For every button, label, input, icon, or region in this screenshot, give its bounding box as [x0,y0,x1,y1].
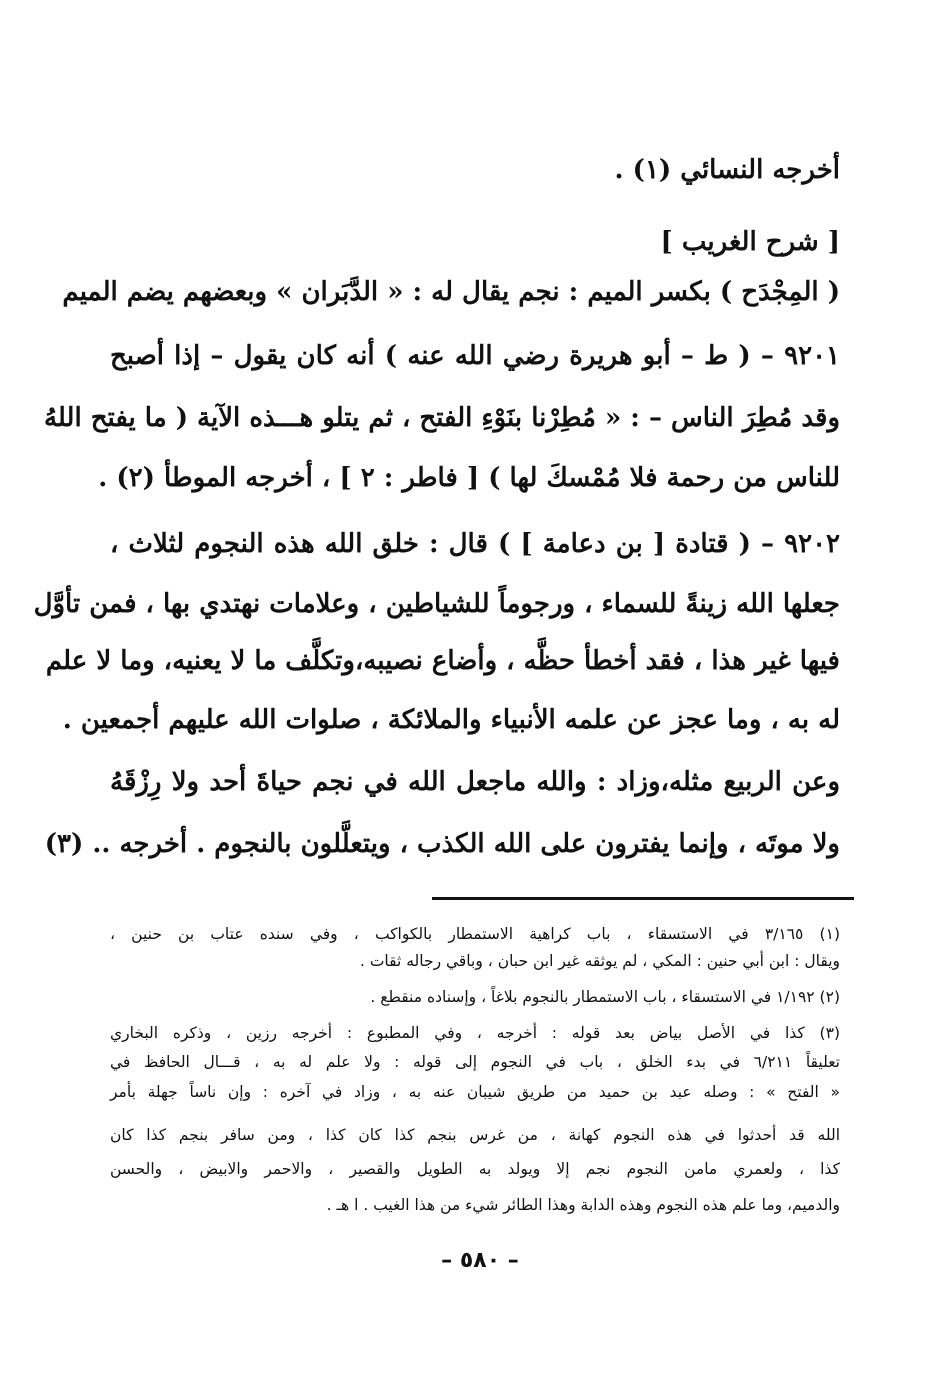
hadith-9202-start: ٩٢٠٢ – ( قتادة [ بن دعامة ] ) قال : خلق الله هذه النجوم لثلاث ، [110,529,840,559]
footnote-3-line-5: كذا ، ولعمري مامن النجوم نجم إلا ويولد به الطويل والقصير ، والاحمر والابيض ، والحسن [110,1160,840,1178]
body-line-5: وقد مُطِرَ الناس – : « مُطِرْنا بنَوْءِ الفتح ، ثم يتلو هـــذه الآية ( ما يفتح اللهُ [43,403,840,433]
footnote-3-line-2: تعليقاً ٦/٢١١ في بدء الخلق ، باب في النجوم إلى قوله : ولا علم له به ، قـــال الحافظ في [110,1053,841,1071]
footnote-3-line-6: والدميم، وما علم هذه النجوم وهذه الدابة وهذا الطائر شيء من هذا الغيب . ا هـ . [326,1196,840,1214]
footnote-3-line-3: « الفتح » : وصله عبد بن حميد من طريق شيبان عنه به ، وزاد في آخره : وإن ناساً جهلة بأمر [110,1083,840,1101]
footnote-separator [432,897,854,900]
section-heading-gharib: [ شرح الغريب ] [660,227,840,257]
body-line-10: له به ، وما عجز عن علمه الأنبياء والملائكة ، صلوات الله عليهم أجمعين . [62,705,840,735]
footnote-1-line-2: ويقال : ابن أبي حنين : المكي ، لم يوثقه غير ابن حبان ، وباقي رجاله ثقات . [359,952,840,970]
body-line-6: للناس من رحمة فلا مُمْسكَ لها ) [ فاطر : ٢ ] ، أخرجه الموطأ (٢) . [98,463,840,493]
body-line-11: وعن الربيع مثله،وزاد : والله ماجعل الله في نجم حياةَ أحد ولا رِزْقَهُ [110,767,840,797]
footnote-1-line-1: (١) ٣/١٦٥ في الاستسقاء ، باب كراهية الاستمطار بالكواكب ، وفي سنده عتاب بن حنين ، [110,925,840,943]
hadith-9201-start: ٩٢٠١ – ( ط – أبو هريرة رضي الله عنه ) أنه كان يقول – إذا أصبح [110,341,840,371]
footnote-3-line-4: الله قد أحدثوا في هذه النجوم كهانة ، من غرس بنجم كذا كان كذا ، ومن سافر بنجم كذا كان [110,1126,840,1144]
body-line-8: جعلها الله زينةً للسماء ، ورجوماً للشياطين ، وعلامات نهتدي بها ، فمن تأوَّل [33,589,840,619]
body-line-1: أخرجه النسائي (١) . [614,155,840,185]
body-line-9: فيها غير هذا ، فقد أخطأ حظَّه ، وأضاع نصيبه،وتكلَّف ما لا يعنيه، وما لا علم [45,646,840,676]
footnote-2: (٢) ١/١٩٢ في الاستسقاء ، باب الاستمطار بالنجوم بلاغاً ، وإسناده منقطع . [370,988,840,1006]
page-number: – ٥٨٠ – [441,1248,519,1273]
body-line-3: ( المِجْدَح ) بكسر الميم : نجم يقال له : « الدَّبَران » وبعضهم يضم الميم [62,277,840,307]
body-line-12: ولا موتَه ، وإنما يفترون على الله الكذب ، ويتعلَّلون بالنجوم . أخرجه .. (٣) [44,829,840,859]
footnote-3-line-1: (٣) كذا في الأصل بياض بعد قوله : أخرجه ، وفي المطبوع : أخرجه رزين ، وذكره البخاري [110,1024,840,1042]
